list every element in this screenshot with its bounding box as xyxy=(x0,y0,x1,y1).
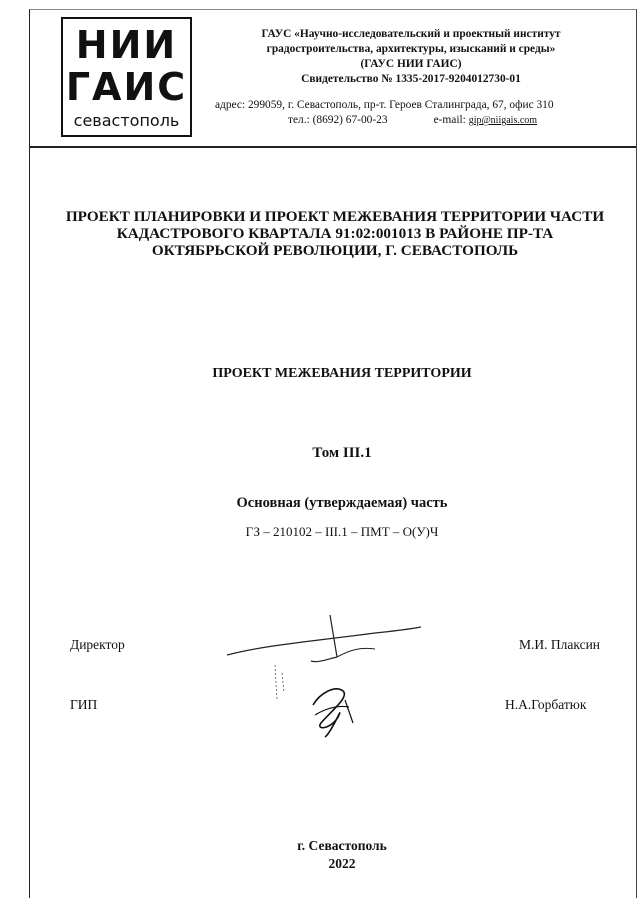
address: адрес: 299059, г. Севастополь, пр-т. Героев Сталинграда, 67, офис 310 xyxy=(215,99,554,111)
part-title: Основная (утверждаемая) часть xyxy=(236,495,448,511)
contacts-block xyxy=(215,98,615,128)
organization-line-1: ГАУС «Научно-исследовательский и проектный институт xyxy=(261,28,561,40)
document-title xyxy=(40,208,630,259)
organization-block xyxy=(215,27,607,87)
document-code: ГЗ – 210102 – III.1 – ПМТ – О(У)Ч xyxy=(245,524,439,539)
year: 2022 xyxy=(328,856,356,871)
title-line-1: ПРОЕКТ ПЛАНИРОВКИ И ПРОЕКТ МЕЖЕВАНИЯ ТЕРРИТОРИИ ЧАСТИ xyxy=(65,208,605,225)
phone: тел.: (8692) 67-00-23 xyxy=(288,114,388,126)
director-name: М.И. Плаксин xyxy=(519,637,601,652)
title-line-2: КАДАСТРОВОГО КВАРТАЛА 91:02:001013 В РАЙОНЕ ПР-ТА xyxy=(116,225,554,242)
organization-line-2: градостроительства, архитектуры, изысканий и среды» xyxy=(266,43,556,55)
header-divider xyxy=(29,146,636,148)
logo-line-3: севастополь xyxy=(73,111,180,130)
volume-number: Том III.1 xyxy=(312,445,372,461)
gip-role: ГИП xyxy=(70,697,98,712)
logo-line-2: ГАИС xyxy=(65,65,188,109)
handwritten-signatures xyxy=(225,605,425,740)
institute-logo xyxy=(61,17,192,137)
certificate-number: Свидетельство № 1335-2017-9204012730-01 xyxy=(301,73,521,85)
gip-name: Н.А.Горбатюк xyxy=(505,697,587,712)
organization-short-name: (ГАУС НИИ ГАИС) xyxy=(360,58,462,70)
logo-line-1: НИИ xyxy=(75,23,178,67)
director-role: Директор xyxy=(70,637,125,652)
section-title: ПРОЕКТ МЕЖЕВАНИЯ ТЕРРИТОРИИ xyxy=(212,366,472,381)
phone-email-row xyxy=(288,113,615,128)
title-line-3: ОКТЯБРЬСКОЙ РЕВОЛЮЦИИ, Г. СЕВАСТОПОЛЬ xyxy=(151,242,519,259)
email-link[interactable]: gip@niigais.com xyxy=(468,115,538,126)
city: г. Севастополь xyxy=(297,838,387,853)
email-label: e-mail: xyxy=(433,114,466,126)
